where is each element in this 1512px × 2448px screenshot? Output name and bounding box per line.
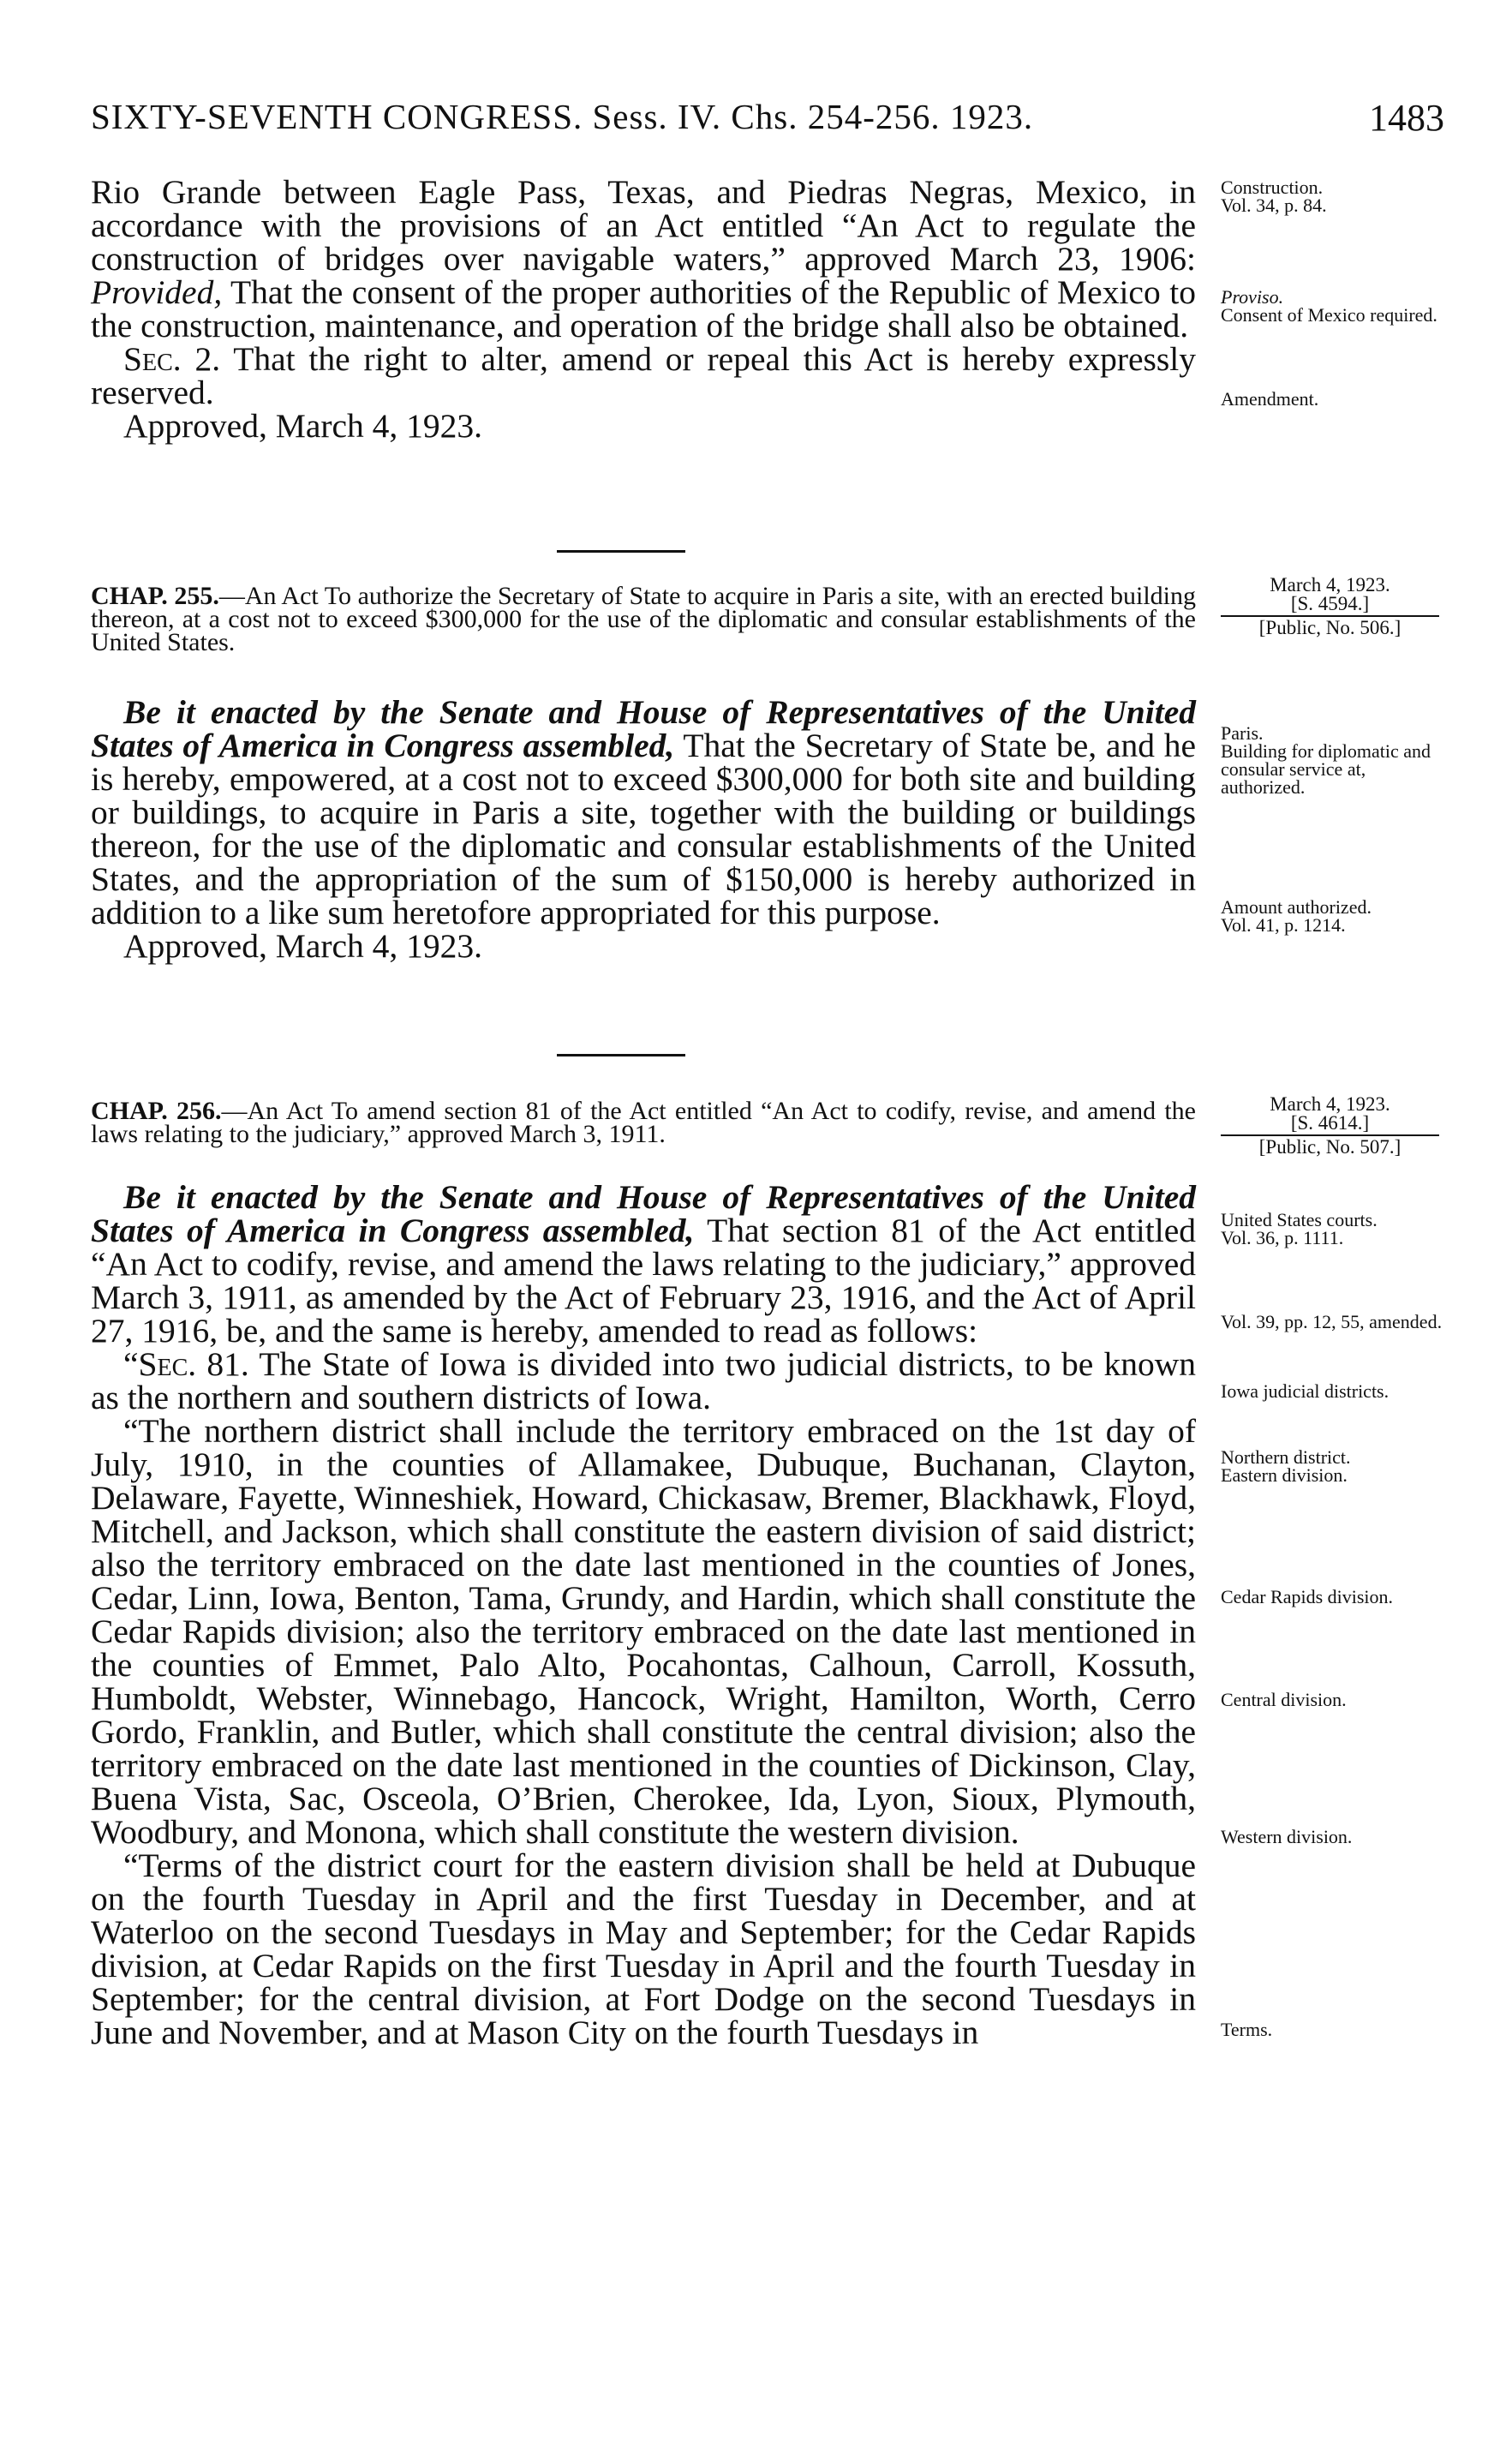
terms-paragraph: “Terms of the district court for the eastern division shall be held at Dubuque on the fourth Tuesday in April and the first Tuesday in December, and at Waterloo on the second Tuesdays in May and September; for the Cedar Rapids division, at Cedar Rapids on the first Tuesday in April and the fourth Tuesday in September; for the central division, at Fort Dodge on the second Tuesdays in June and November, and at Mason City on the fourth Tuesdays in (91, 1846, 1196, 2051)
page-number: 1483 (1369, 97, 1444, 139)
margin-note-terms: Terms. (1221, 2019, 1273, 2040)
approved-line: Approved, March 4, 1923. (123, 407, 483, 445)
section-divider (557, 550, 685, 553)
chap254-continuation (91, 173, 1196, 445)
running-header (91, 96, 1444, 147)
sec-label: Sec. 2. (123, 340, 221, 378)
chap256-heading (91, 1099, 1196, 1146)
chap256-text: That section 81 of the Act entitled “An Act to codify, revise, and amend the laws relating to the judiciary,” approved March 3, 1911, as amended by the Act of February 23, 1916, and the Act of April 27, 1916, be, and the same is hereby, amended to read as follows: (91, 1212, 1196, 1350)
margin-note-western: Western division. (1221, 1826, 1353, 1847)
approved-line: Approved, March 4, 1923. (123, 927, 483, 965)
chap255-meta: March 4, 1923. [S. 4594.] [Public, No. 506.] (1221, 576, 1439, 637)
chap256-label: CHAP. 256. (91, 1097, 222, 1125)
margin-note-central: Central division. (1221, 1689, 1347, 1710)
chap256-meta: March 4, 1923. [S. 4614.] [Public, No. 507.] (1221, 1095, 1439, 1157)
section-divider (557, 1054, 685, 1056)
margin-note-amendment: Amendment. (1221, 388, 1319, 410)
chap254-paragraph: Rio Grande between Eagle Pass, Texas, and Piedras Negras, Mexico, in accordance with the provisions of an Act entitled “An Act to regulate the construction of bridges over navigable waters,” approved March 23, 1906: Provided, That the consent of the proper authorities of the Republic of Mexico to the construction, maintenance, and operation of the bridge shall also be obtained. (91, 173, 1196, 344)
chap256-body (91, 1178, 1197, 2051)
margin-note-us-courts: United States courts. Vol. 36, p. 1111. (1221, 1209, 1378, 1248)
margin-note-proviso: Proviso. Consent of Mexico required. (1221, 286, 1437, 326)
northern-district-paragraph: “The northern district shall include the territory embraced on the 1st day of July, 1910, in the counties of Allamakee, Dubuque, Buchanan, Clayton, Delaware, Fayette, Winneshiek, Howard, Chickasaw, Bremer, Blackhawk, Floyd, Mitchell, and Jackson, which shall constitute the eastern division of said district; also the territory embraced on the date last mentioned in the counties of Jones, Cedar, Linn, Iowa, Benton, Tama, Grundy, and Hardin, which shall constitute the Cedar Rapids division; also the territory embraced on the date last mentioned in the counties of Emmet, Palo Alto, Pocahontas, Calhoun, Carroll, Kossuth, Humboldt, Webster, Winnebago, Hancock, Wright, Hamilton, Worth, Cerro Gordo, Franklin, and Butler, which shall constitute the central division; also the territory embraced on the date last mentioned in the counties of Dickinson, Clay, Buena Vista, Sac, Osceola, O’Brien, Cherokee, Ida, Lyon, Sioux, Plymouth, Woodbury, and Monona, which shall constitute the western division. (91, 1412, 1196, 1851)
margin-note-northern: Northern district. Eastern division. (1221, 1446, 1351, 1486)
margin-note-construction: Construction. Vol. 34, p. 84. (1221, 177, 1327, 216)
chap255-label: CHAP. 255. (91, 582, 219, 610)
margin-note-vol39: Vol. 39, pp. 12, 55, amended. (1221, 1311, 1443, 1332)
sec-label: “Sec. 81. (123, 1345, 249, 1383)
chap256-title: —An Act To amend section 81 of the Act entitled “An Act to codify, revise, and amend the laws relating to the judiciary,” approved March 3, 1911. (91, 1097, 1196, 1148)
margin-note-paris: Paris. Building for diplomatic and consular service at, authorized. (1221, 722, 1431, 798)
margin-note-iowa: Iowa judicial districts. (1221, 1380, 1389, 1402)
running-title: SIXTY-SEVENTH CONGRESS. Sess. IV. Chs. 254-256. 1923. (91, 97, 1034, 136)
chap255-title: —An Act To authorize the Secretary of State to acquire in Paris a site, with an erected building thereon, at a cost not to exceed $300,000 for the use of the diplomatic and consular establishments of the United States. (91, 582, 1196, 656)
sec81-paragraph: “Sec. 81. The State of Iowa is divided into two judicial districts, to be known as the northern and southern districts of Iowa. (91, 1345, 1197, 1416)
chap255-body (91, 693, 1197, 965)
chap255-text: That the Secretary of State be, and he is hereby, empowered, at a cost not to exceed $300,000 for both site and building or buildings, to acquire in Paris a site, together with the building or buildings thereon, for the use of the diplomatic and consular establishments of the United States, and the appropriation of the sum of $150,000 is hereby authorized in addition to a like sum heretofore appropriated for this purpose. (91, 727, 1197, 931)
chap254-sec2: Sec. 2. That the right to alter, amend or repeal this Act is hereby expressly reserved. (91, 340, 1196, 411)
margin-note-amount: Amount authorized. Vol. 41, p. 1214. (1221, 896, 1372, 936)
enacting-clause: Be it enacted by the Senate and House of Representatives of the United States of America in Congress assembled, (91, 1178, 1196, 1249)
chap255-heading (91, 584, 1196, 654)
enacting-clause: Be it enacted by the Senate and House of Representatives of the United States of America in Congress assembled, (91, 693, 1196, 764)
proviso-word: Provided, (91, 273, 223, 311)
margin-note-cedar: Cedar Rapids division. (1221, 1586, 1394, 1607)
